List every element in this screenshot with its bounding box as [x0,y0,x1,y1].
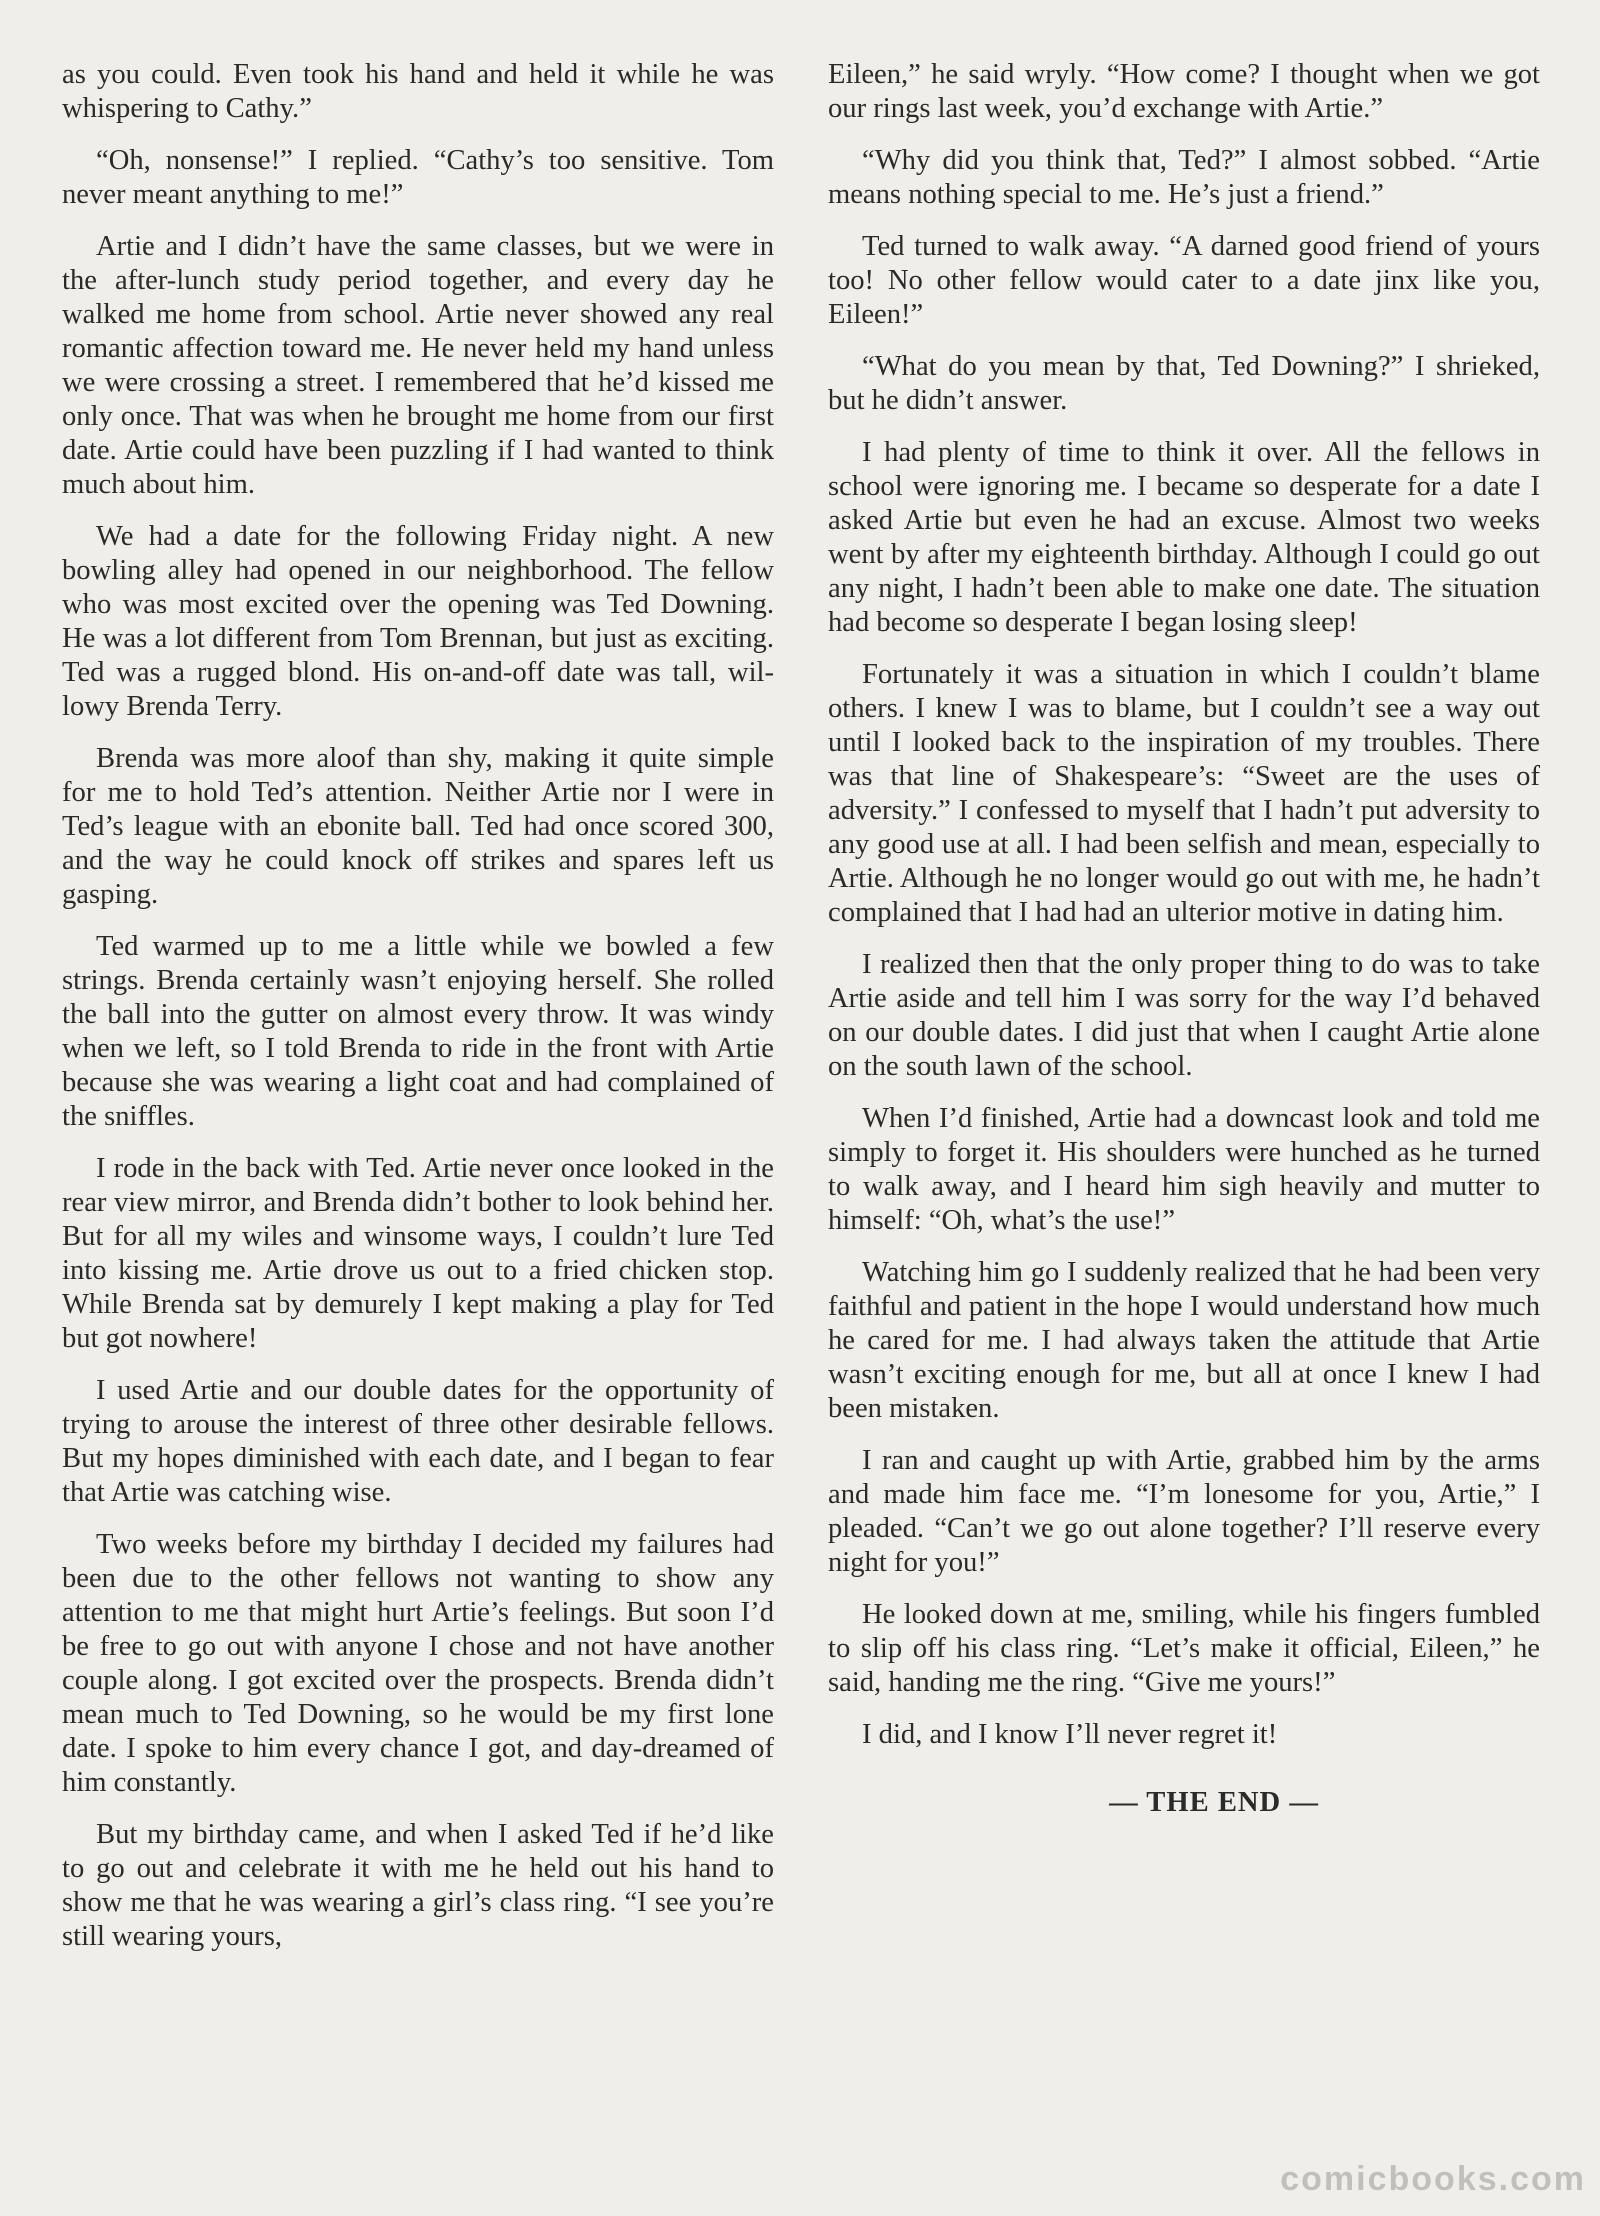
paragraph: “What do you mean by that, Ted Downing?” I shrieked, but he didn’t answer. [828,351,1540,416]
paragraph: Ted warmed up to me a little while we bowled a few strings. Brenda certainly wasn’t enjoying herself. She rolled the ball into the gutter on almost every throw. It was windy when we left, so I told Brenda to ride in the front with Artie because she was wearing a light coat and had complained of the sniffles. [62,931,774,1132]
paragraph: He looked down at me, smiling, while his fingers fumbled to slip off his class ring. “Let’s make it official, Eileen,” he said, handing me the ring. “Give me yours!” [828,1599,1540,1698]
paragraph: I rode in the back with Ted. Artie never once looked in the rear view mirror, and Brenda didn’t bother to look behind her. But for all my wiles and winsome ways, I couldn’t lure Ted into kissing me. Artie drove us out to a fried chicken stop. While Brenda sat by demurely I kept making a play for Ted but got nowhere! [62,1153,774,1354]
text-columns [62,58,1540,1972]
paragraph: “Oh, nonsense!” I replied. “Cathy’s too sensitive. Tom never meant anything to me!” [62,145,774,210]
paragraph: Ted turned to walk away. “A darned good friend of yours too! No other fellow would cater to a date jinx like you, Eileen!” [828,231,1540,330]
paragraph: When I’d finished, Artie had a downcast look and told me simply to forget it. His shoulders were hunched as he turned to walk away, and I heard him sigh heavily and mutter to himself: “Oh, what’s the use!” [828,1103,1540,1236]
paragraph: I used Artie and our double dates for the opportunity of trying to arouse the interest of three other desirable fellows. But my hopes diminished with each date, and I began to fear that Artie was catching wise. [62,1375,774,1508]
left-column [62,58,774,1972]
paragraph: I did, and I know I’ll never regret it! [862,1719,1278,1750]
paragraph: I ran and caught up with Artie, grabbed him by the arms and made him face me. “I’m lonesome for you, Artie,” I pleaded. “Can’t we go out alone together? I’ll reserve every night for you!” [828,1445,1540,1578]
paragraph: “Why did you think that, Ted?” I almost sobbed. “Artie means nothing special to me. He’s just a friend.” [828,145,1540,210]
paragraph: Fortunately it was a situation in which I couldn’t blame others. I knew I was to blame, but I couldn’t see a way out until I looked back to the inspiration of my troubles. There was that line of Shakespeare’s: “Sweet are the uses of adversity.” I confessed to myself that I hadn’t put adversity to any good use at all. I had been selfish and mean, especially to Artie. Although he no longer would go out with me, he hadn’t complained that I had had an ulterior motive in dating him. [828,659,1540,928]
paragraph: Artie and I didn’t have the same classes, but we were in the after-lunch study period together, and every day he walked me home from school. Artie never showed any real romantic affection toward me. He never held my hand unless we were crossing a street. I remembered that he’d kissed me only once. That was when he brought me home from our first date. Artie could have been puzzling if I had wanted to think much about him. [62,231,774,500]
paragraph: Eileen,” he said wryly. “How come? I thought when we got our rings last week, you’d exchange with Artie.” [828,59,1540,124]
paragraph: Brenda was more aloof than shy, making it quite simple for me to hold Ted’s attention. Neither Artie nor I were in Ted’s league with an ebonite ball. Ted had once scored 300, and the way he could knock off strikes and spares left us gasping. [62,743,774,910]
paragraph: as you could. Even took his hand and held it while he was whispering to Cathy.” [62,59,774,124]
the-end-label: — THE END — [1109,1787,1319,1818]
paragraph: We had a date for the following Friday night. A new bowling alley had opened in our neighborhood. The fellow who was most excited over the opening was Ted Downing. He was a lot different from Tom Brennan, but just as exciting. Ted was a rugged blond. His on-and-off date was tall, willowy Brenda Terry. [62,521,774,722]
paragraph: But my birthday came, and when I asked Ted if he’d like to go out and celebrate it with me he held out his hand to show me that he was wearing a girl’s class ring. “I see you’re still wearing yours, [62,1819,774,1952]
paragraph: Watching him go I suddenly realized that he had been very faithful and patient in the hope I would understand how much he cared for me. I had always taken the attitude that Artie wasn’t exciting enough for me, but all at once I knew I had been mistaken. [828,1257,1540,1424]
paragraph: I realized then that the only proper thing to do was to take Artie aside and tell him I was sorry for the way I’d behaved on our double dates. I did just that when I caught Artie alone on the south lawn of the school. [828,949,1540,1082]
paragraph: I had plenty of time to think it over. All the fellows in school were ignoring me. I became so desperate for a date I asked Artie but even he had an excuse. Almost two weeks went by after my eighteenth birthday. Although I could go out any night, I hadn’t been able to make one date. The situation had become so desperate I began losing sleep! [828,437,1540,638]
paragraph: Two weeks before my birthday I decided my failures had been due to the other fellows not wanting to show any attention to me that might hurt Artie’s feelings. But soon I’d be free to go out with anyone I chose and not have another couple along. I got excited over the prospects. Brenda didn’t mean much to Ted Downing, so he would be my first lone date. I spoke to him every chance I got, and day-dreamed of him constantly. [62,1529,774,1798]
watermark: comicbooks.com [1280,2160,1586,2198]
right-column [828,58,1540,1972]
